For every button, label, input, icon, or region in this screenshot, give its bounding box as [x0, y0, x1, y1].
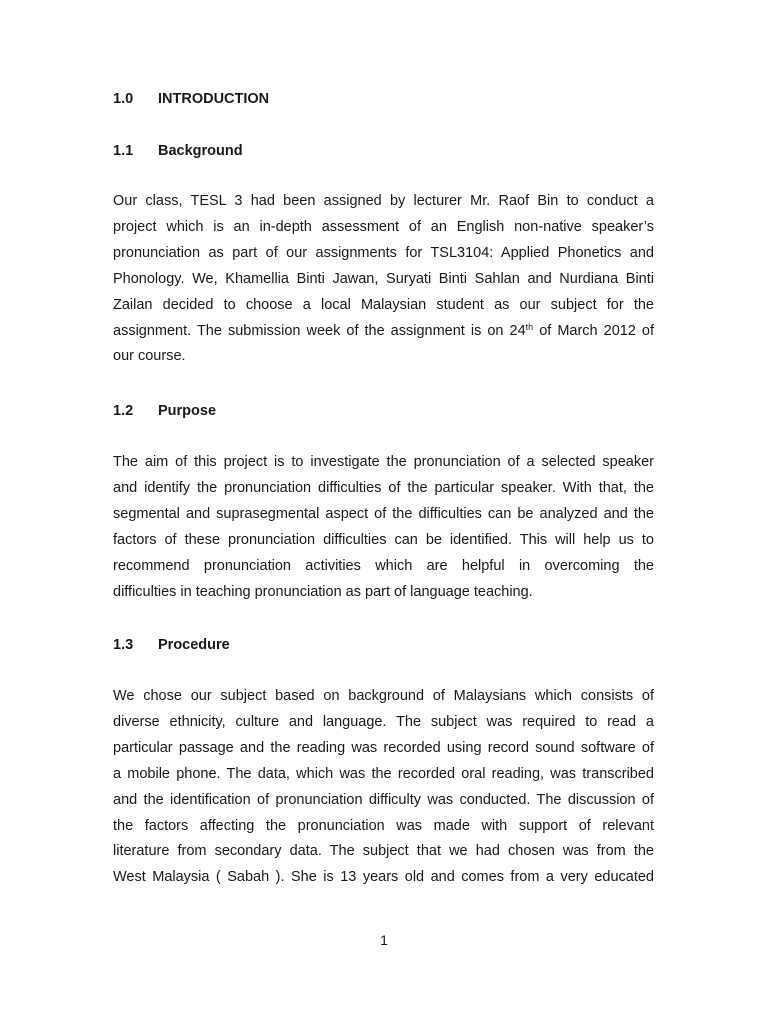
text-segment: assignment. The submission week of the assignment is on 24	[113, 322, 526, 339]
text-line: We chose our subject based on background of Malaysians which consists of	[113, 688, 654, 704]
text-line: segmental and suprasegmental aspect of the difficulties can be analyzed and the	[113, 505, 654, 522]
text-line: the factors affecting the pronunciation was made with support of relevant	[113, 817, 654, 834]
section-heading-procedure	[113, 636, 230, 654]
text-line: our course.	[113, 348, 186, 365]
text-line: literature from secondary data. The subject that we had chosen was from the	[113, 843, 654, 860]
background-paragraph	[113, 189, 654, 370]
section-number: 1.0	[113, 91, 134, 107]
text-line: Our class, TESL 3 had been assigned by lecturer Mr. Raof Bin to conduct a	[113, 193, 654, 209]
page-number: 1	[380, 932, 388, 948]
text-line: difficulties in teaching pronunciation as part of language teaching.	[113, 583, 533, 600]
text-line: and identify the pronunciation difficulties of the particular speaker. With that, the	[113, 479, 654, 496]
text-line: project which is an in-depth assessment of an English non-native speaker’s	[113, 218, 654, 235]
ordinal-superscript: th	[525, 321, 534, 332]
text-line: The aim of this project is to investigate the pronunciation of a selected speaker	[113, 454, 654, 470]
text-line: and the identification of pronunciation difficulty was conducted. The discussion of	[113, 791, 654, 808]
text-line: Phonology. We, Khamellia Binti Jawan, Suryati Binti Sahlan and Nurdiana Binti	[113, 270, 654, 287]
text-segment: of March 2012 of	[533, 322, 655, 339]
section-title: Procedure	[158, 637, 230, 653]
text-line: diverse ethnicity, culture and language. The subject was required to read a	[113, 713, 654, 730]
text-line: a mobile phone. The data, which was the recorded oral reading, was transcribed	[113, 765, 654, 782]
text-line: factors of these pronunciation difficulties can be identified. This will help us to	[113, 531, 654, 548]
section-title: Purpose	[158, 403, 217, 419]
section-number: 1.1	[113, 143, 134, 159]
purpose-paragraph	[113, 450, 654, 605]
section-number: 1.2	[113, 403, 134, 419]
section-title: Background	[158, 143, 243, 159]
procedure-paragraph	[113, 684, 654, 891]
section-title: INTRODUCTION	[158, 91, 270, 107]
section-heading-background	[113, 142, 243, 160]
section-heading-introduction	[113, 90, 269, 108]
section-heading-purpose	[113, 402, 216, 420]
text-line: recommend pronunciation activities which are helpful in overcoming the	[113, 557, 654, 574]
text-line: Zailan decided to choose a local Malaysian student as our subject for the	[113, 296, 654, 313]
section-number: 1.3	[113, 637, 134, 653]
text-line: particular passage and the reading was recorded using record sound software of	[113, 739, 654, 756]
text-line: pronunciation as part of our assignments for TSL3104: Applied Phonetics and	[113, 244, 654, 261]
text-line: West Malaysia ( Sabah ). She is 13 years old and comes from a very educated	[113, 869, 654, 886]
text-line	[113, 319, 654, 345]
